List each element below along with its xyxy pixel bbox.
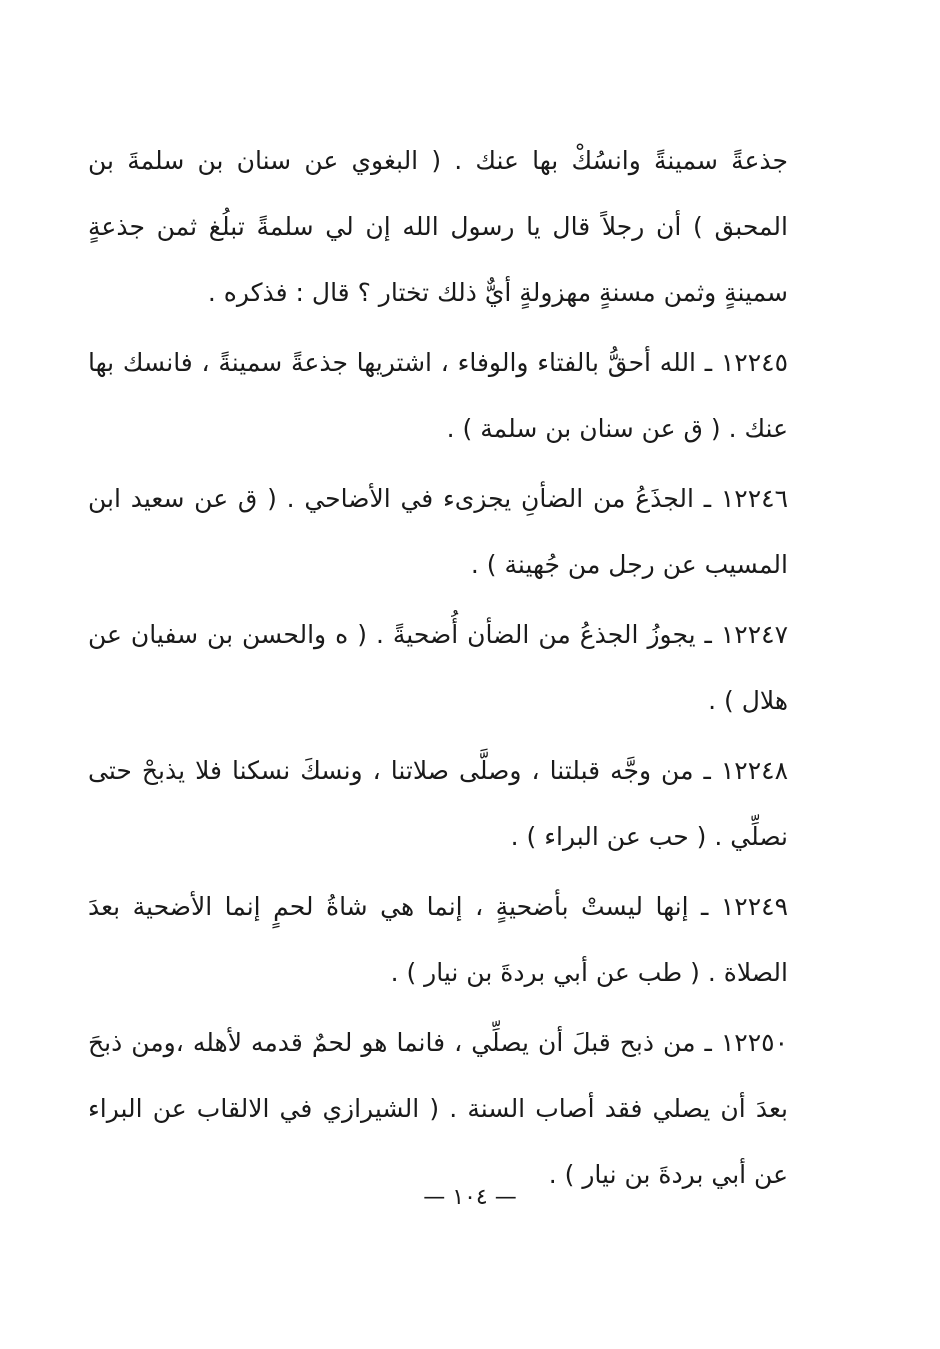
hadith-entry: ١٢٢٤٩ ـ إنها ليستْ بأضحيةٍ ، إنما هي شاةُ لحمٍ إنما الأضحية بعدَ الصلاة . ( طب عن أبي بردةَ بن نيار ) . [88,892,788,987]
hadith-entry: ١٢٢٤٥ ـ الله أحقُّ بالفتاء والوفاء ، اشتريها جذعةً سمينةً ، فانسك بها عنك . ( ق عن سنان بن سلمة ) . [88,348,789,443]
hadith-text-block [88,128,788,1208]
hadith-paragraph-continuation [88,128,788,326]
hadith-text: من وجَّه قبلتنا ، وصلَّى صلاتنا ، ونسكَ نسكنا فلا يذبحْ حتى نصلِّي . ( حب عن البراء ) . [88,756,788,851]
paragraph-text: جذعةً سمينةً وانسُكْ بها عنك . ( البغوي عن سنان بن سلمةَ بن المحبق ) أن رجلاً قال يا رسول الله إن لي سلمةً تبلُغ ثمن جذعةٍ سمينةٍ وثمن مسنةٍ مهزولةٍ أيٌّ ذلك تختار ؟ قال : فذكره . [88,146,788,307]
hadith-number: ١٢٢٥٠ [720,1028,788,1057]
hadith-text: من ذبح قبلَ أن يصلِّي ، فانما هو لحمٌ قدمه لأهله ،ومن ذبحَ بعدَ أن يصلي فقد أصاب السنة . ( الشيرازي في الالقاب عن البراء عن أبي بردةَ بن نيار ) . [88,1028,788,1189]
hadith-text: الجذَعُ من الضأنِ يجزىء في الأضاحي . ( ق عن سعيد ابن المسيب عن رجل من جُهينة ) . [88,484,788,579]
hadith-entry: ١٢٢٤٦ ـ الجذَعُ من الضأنِ يجزىء في الأضاحي . ( ق عن سعيد ابن المسيب عن رجل من جُهينة ) . [88,484,788,579]
hadith-number: ١٢٢٤٦ [720,484,788,513]
hadith-entry: ١٢٢٤٧ ـ يجوزُ الجذعُ من الضأن أُضحيةً . ( ه والحسن بن سفيان عن هلال ) . [88,620,789,715]
hadith-entry: ١٢٢٤٨ ـ من وجَّه قبلتنا ، وصلَّى صلاتنا ، ونسكَ نسكنا فلا يذبحْ حتى نصلِّي . ( حب عن البراء ) . [88,756,788,851]
hadith-number: ١٢٢٤٩ [720,892,788,921]
page-number: — ١٠٤ — [423,1185,517,1210]
hadith-text: يجوزُ الجذعُ من الضأن أُضحيةً . ( ه والحسن بن سفيان عن هلال ) . [88,620,788,715]
hadith-text: إنها ليستْ بأضحيةٍ ، إنما هي شاةُ لحمٍ إنما الأضحية بعدَ الصلاة . ( طب عن أبي بردةَ بن نيار ) . [88,892,788,987]
hadith-number: ١٢٢٤٥ [720,348,789,377]
hadith-number: ١٢٢٤٨ [720,756,788,785]
hadith-number: ١٢٢٤٧ [720,620,789,649]
hadith-text: الله أحقُّ بالفتاء والوفاء ، اشتريها جذعةً سمينةً ، فانسك بها عنك . ( ق عن سنان بن سلمة ) . [88,348,788,443]
hadith-entry: ١٢٢٥٠ ـ من ذبح قبلَ أن يصلِّي ، فانما هو لحمٌ قدمه لأهله ،ومن ذبحَ بعدَ أن يصلي فقد أصاب السنة . ( الشيرازي في الالقاب عن البراء عن أبي بردةَ بن نيار ) . [88,1028,788,1189]
